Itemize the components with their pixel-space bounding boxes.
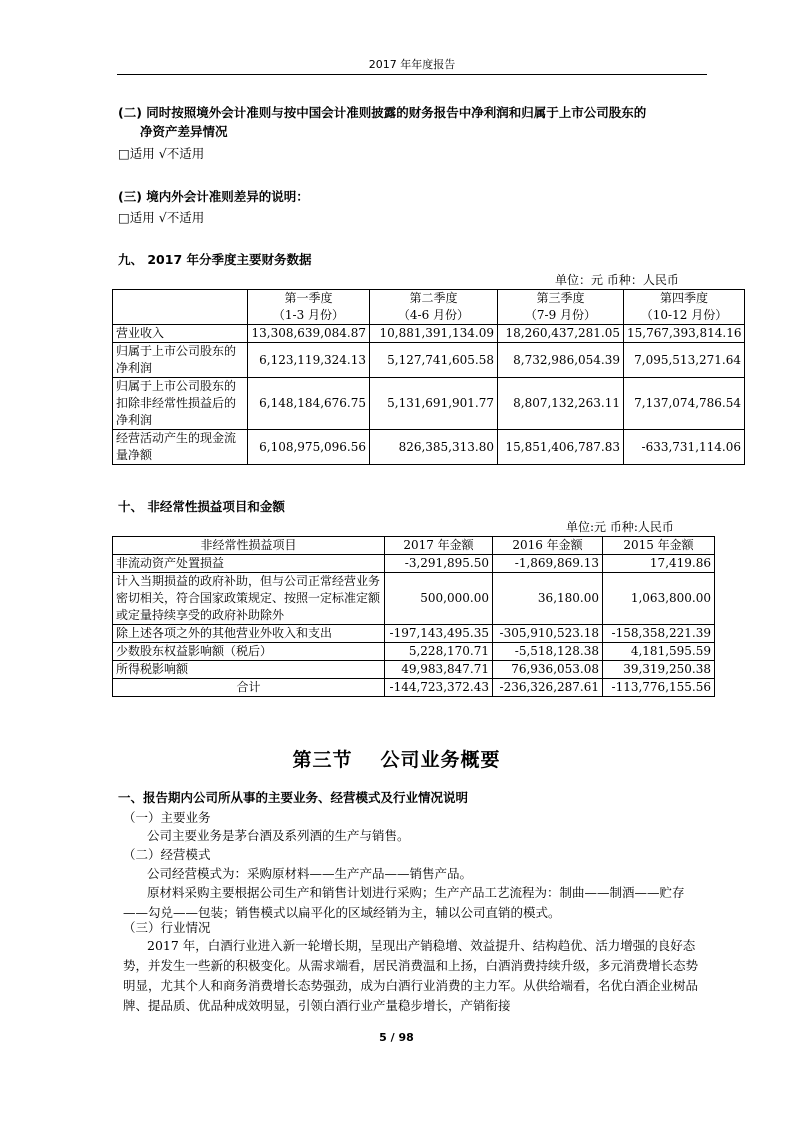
section-title bbox=[0, 745, 793, 772]
cell-value: 15,767,393,814.16 bbox=[624, 325, 745, 343]
cell-value: 500,000.00 bbox=[385, 573, 493, 625]
table-row-total bbox=[113, 679, 715, 697]
cell-value: 5,131,691,901.77 bbox=[370, 378, 498, 430]
quarter-header: 第二季度 （4-6 月份） bbox=[370, 290, 498, 325]
cell-value: 5,228,170.71 bbox=[385, 643, 493, 661]
row-label: 计入当期损益的政府补助，但与公司正常经营业务密切相关，符合国家政策规定、按照一定标准定额或定量持续享受的政府补助除外 bbox=[113, 573, 385, 625]
cell-value: -1,869,869.13 bbox=[493, 555, 603, 573]
cell-value: 1,063,800.00 bbox=[603, 573, 715, 625]
cell-value: -197,143,495.35 bbox=[385, 625, 493, 643]
quarter-header: 第一季度 （1-3 月份） bbox=[248, 290, 370, 325]
row-label: 经营活动产生的现金流量净额 bbox=[113, 430, 248, 465]
table-row bbox=[113, 573, 715, 625]
quarterly-corner bbox=[113, 290, 248, 325]
row-label: 归属于上市公司股东的扣除非经常性损益后的净利润 bbox=[113, 378, 248, 430]
nonrecurring-table bbox=[112, 536, 715, 697]
column-header: 非经常性损益项目 bbox=[113, 537, 385, 555]
cell-value: 36,180.00 bbox=[493, 573, 603, 625]
para-main-business-title: （一）主要业务 bbox=[123, 810, 211, 825]
cell-value: 8,807,132,263.11 bbox=[498, 378, 624, 430]
cell-value: -158,358,221.39 bbox=[603, 625, 715, 643]
nonrecurring-header-row bbox=[113, 537, 715, 555]
row-label: 除上述各项之外的其他营业外收入和支出 bbox=[113, 625, 385, 643]
column-header: 2015 年金额 bbox=[603, 537, 715, 555]
column-header: 2016 年金额 bbox=[493, 537, 603, 555]
sec9-heading: 九、 2017 年分季度主要财务数据 bbox=[118, 252, 312, 267]
cell-value: 826,385,313.80 bbox=[370, 430, 498, 465]
cell-value: 5,127,741,605.58 bbox=[370, 343, 498, 378]
sec3-heading: (三) 境内外会计准则差异的说明： bbox=[118, 189, 309, 204]
para-industry-title: （三）行业情况 bbox=[123, 920, 211, 935]
cell-value: 7,137,074,786.54 bbox=[624, 378, 745, 430]
para-main-business-text: 公司主要业务是茅台酒及系列酒的生产与销售。 bbox=[147, 828, 410, 843]
cell-value: -144,723,372.43 bbox=[385, 679, 493, 697]
row-label: 非流动资产处置损益 bbox=[113, 555, 385, 573]
quarter-header: 第三季度 （7-9 月份） bbox=[498, 290, 624, 325]
para-business-model-title: （二）经营模式 bbox=[123, 847, 211, 862]
para-industry-text: 2017 年，白酒行业进入新一轮增长期，呈现出产销稳增、效益提升、结构趋优、活力增强的良好态势，并发生一些新的积极变化。从需求端看，居民消费温和上扬，白酒消费持续升级，多元消费增长态势明显，尤其个人和商务消费增长态势强劲，成为白酒行业消费的主力军。从供给端看，名优白酒企业树品牌、提品质、优品种成效明显，引领白酒行业产量稳步增长，产销衔接 bbox=[123, 938, 699, 1013]
table-row bbox=[113, 555, 715, 573]
row-label: 少数股东权益影响额（税后） bbox=[113, 643, 385, 661]
cell-value: 17,419.86 bbox=[603, 555, 715, 573]
section-name: 公司业务概要 bbox=[380, 749, 501, 771]
column-header: 2017 年金额 bbox=[385, 537, 493, 555]
table-row bbox=[113, 643, 715, 661]
sec2-options: □适用 √不适用 bbox=[118, 146, 205, 161]
cell-value: 7,095,513,271.64 bbox=[624, 343, 745, 378]
quarterly-header-row bbox=[113, 290, 745, 325]
sec9-unit: 单位：元 币种：人民币 bbox=[555, 273, 679, 287]
section3-subheading: 一、报告期内公司所从事的主要业务、经营模式及行业情况说明 bbox=[118, 790, 469, 805]
section-number: 第三节 bbox=[292, 749, 353, 771]
row-label: 所得税影响额 bbox=[113, 661, 385, 679]
cell-value: 15,851,406,787.83 bbox=[498, 430, 624, 465]
row-label: 合计 bbox=[113, 679, 385, 697]
row-label: 营业收入 bbox=[113, 325, 248, 343]
cell-value: 10,881,391,134.09 bbox=[370, 325, 498, 343]
page-header: 2017 年年度报告 bbox=[368, 58, 456, 71]
sec10-unit: 单位:元 币种:人民币 bbox=[566, 520, 674, 534]
cell-value: 13,308,639,084.87 bbox=[248, 325, 370, 343]
cell-value: 18,260,437,281.05 bbox=[498, 325, 624, 343]
cell-value: -633,731,114.06 bbox=[624, 430, 745, 465]
cell-value: 8,732,986,054.39 bbox=[498, 343, 624, 378]
sec2-heading-line1: (二) 同时按照境外会计准则与按中国会计准则披露的财务报告中净利润和归属于上市公司股东的 bbox=[118, 105, 647, 120]
cell-value: 6,123,119,324.13 bbox=[248, 343, 370, 378]
cell-value: 39,319,250.38 bbox=[603, 661, 715, 679]
table-row bbox=[113, 661, 715, 679]
cell-value: 6,148,184,676.75 bbox=[248, 378, 370, 430]
quarterly-table bbox=[112, 289, 745, 465]
cell-value: -113,776,155.56 bbox=[603, 679, 715, 697]
sec10-heading: 十、 非经常性损益项目和金额 bbox=[118, 499, 285, 514]
table-row bbox=[113, 625, 715, 643]
cell-value: -236,326,287.61 bbox=[493, 679, 603, 697]
para-business-model-text1: 公司经营模式为：采购原材料——生产产品——销售产品。 bbox=[147, 866, 473, 881]
page-number: 5 / 98 bbox=[379, 1031, 414, 1044]
header-divider bbox=[117, 74, 707, 75]
cell-value: 6,108,975,096.56 bbox=[248, 430, 370, 465]
sec3-options: □适用 √不适用 bbox=[118, 210, 205, 225]
cell-value: 4,181,595.59 bbox=[603, 643, 715, 661]
quarter-header: 第四季度 （10-12 月份） bbox=[624, 290, 745, 325]
para-business-model-text2: 原材料采购主要根据公司生产和销售计划进行采购；生产产品工艺流程为：制曲——制酒——贮存——勾兑——包装；销售模式以扁平化的区域经销为主，辅以公司直销的模式。 bbox=[123, 885, 685, 920]
cell-value: -3,291,895.50 bbox=[385, 555, 493, 573]
cell-value: -5,518,128.38 bbox=[493, 643, 603, 661]
table-row bbox=[113, 343, 745, 378]
cell-value: 76,936,053.08 bbox=[493, 661, 603, 679]
table-row bbox=[113, 325, 745, 343]
cell-value: 49,983,847.71 bbox=[385, 661, 493, 679]
cell-value: -305,910,523.18 bbox=[493, 625, 603, 643]
table-row bbox=[113, 378, 745, 430]
row-label: 归属于上市公司股东的净利润 bbox=[113, 343, 248, 378]
sec2-heading-line2: 净资产差异情况 bbox=[140, 124, 228, 139]
table-row bbox=[113, 430, 745, 465]
